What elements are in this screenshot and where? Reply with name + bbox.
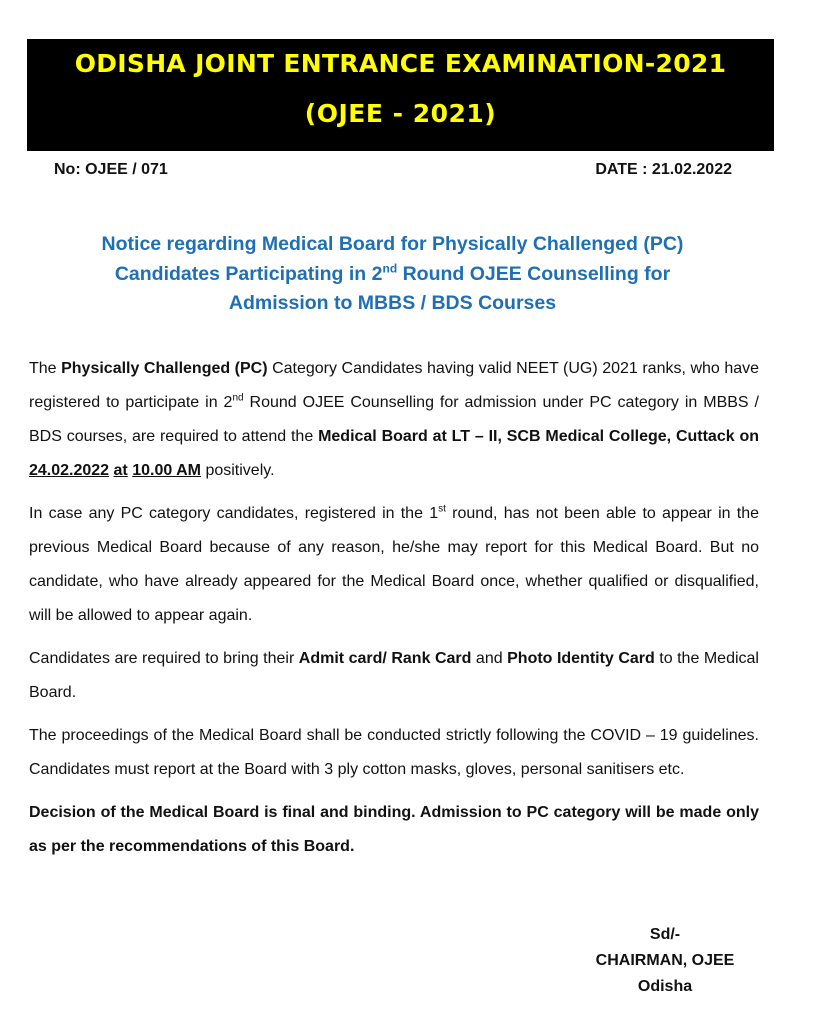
paragraph-documents <box>29 642 759 710</box>
text: at <box>113 462 128 479</box>
title-superscript: nd <box>382 261 398 275</box>
board-time: 10.00 AM <box>132 462 201 479</box>
title-text: Round OJEE Counselling for <box>397 262 671 285</box>
medical-board-venue: Medical Board at LT – II, SCB Medical College, Cuttack on <box>318 428 759 445</box>
text: to the Medical Board. <box>29 650 759 701</box>
notice-title <box>30 230 755 319</box>
signature-block <box>560 922 770 1000</box>
notice-title-line2 <box>30 260 755 290</box>
notice-title-line3: Admission to MBBS / BDS Courses <box>228 292 557 314</box>
board-date: 24.02.2022 <box>29 462 110 479</box>
paragraph-first-round <box>29 497 759 633</box>
notice-number: No: OJEE / 071 <box>54 161 168 178</box>
text: round, has not been able to appear in the previous Medical Board because of any reason, he/she may report for this Medical Board. But no candidate, who have already appeared for the Medical Board once, whether qualified or disqualified, will be allowed to appear again. <box>29 505 759 624</box>
bold-text: Admit card/ Rank Card <box>298 650 472 667</box>
notice-date: DATE : 21.02.2022 <box>595 161 732 178</box>
exam-short-title: (OJEE - 2021) <box>304 99 497 128</box>
text: Category Candidates having valid NEET (UG) 2021 ranks, who have registered to participate in 2 <box>29 360 760 411</box>
bold-text: Photo Identity Card <box>507 650 655 667</box>
exam-title: ODISHA JOINT ENTRANCE EXAMINATION-2021 <box>74 49 727 78</box>
text: In case any PC category candidates, registered in the 1 <box>29 505 439 522</box>
bold-text: Physically Challenged (PC) <box>61 360 268 377</box>
signature-location: Odisha <box>637 978 693 995</box>
notice-title-line1: Notice regarding Medical Board for Physically Challenged (PC) <box>101 233 684 255</box>
signature-designation: CHAIRMAN, OJEE <box>595 952 735 969</box>
signature-sd: Sd/- <box>649 926 681 943</box>
text: positively. <box>201 462 275 479</box>
text: The <box>29 360 62 377</box>
paragraph-covid: The proceedings of the Medical Board shall be conducted strictly following the COVID – 19 guidelines. Candidates must report at the Board with 3 ply cotton masks, gloves, personal sanitisers etc. <box>29 727 759 778</box>
superscript: st <box>438 503 446 515</box>
superscript: nd <box>232 392 244 404</box>
reference-row <box>54 161 732 183</box>
bold-text: Decision of the Medical Board is final and binding. Admission to PC category will be made only as per the recommendations of this Board. <box>29 804 759 855</box>
text: and <box>471 650 508 667</box>
text: Round OJEE Counselling for admission under PC category in MBBS / BDS courses, are required to attend the <box>29 394 759 445</box>
paragraph-decision <box>29 796 759 864</box>
header-banner <box>27 39 774 151</box>
text: Candidates are required to bring their <box>29 650 299 667</box>
paragraph-pc-candidates <box>29 352 759 488</box>
title-text: Candidates Participating in 2 <box>114 262 383 285</box>
notice-body <box>29 352 759 873</box>
